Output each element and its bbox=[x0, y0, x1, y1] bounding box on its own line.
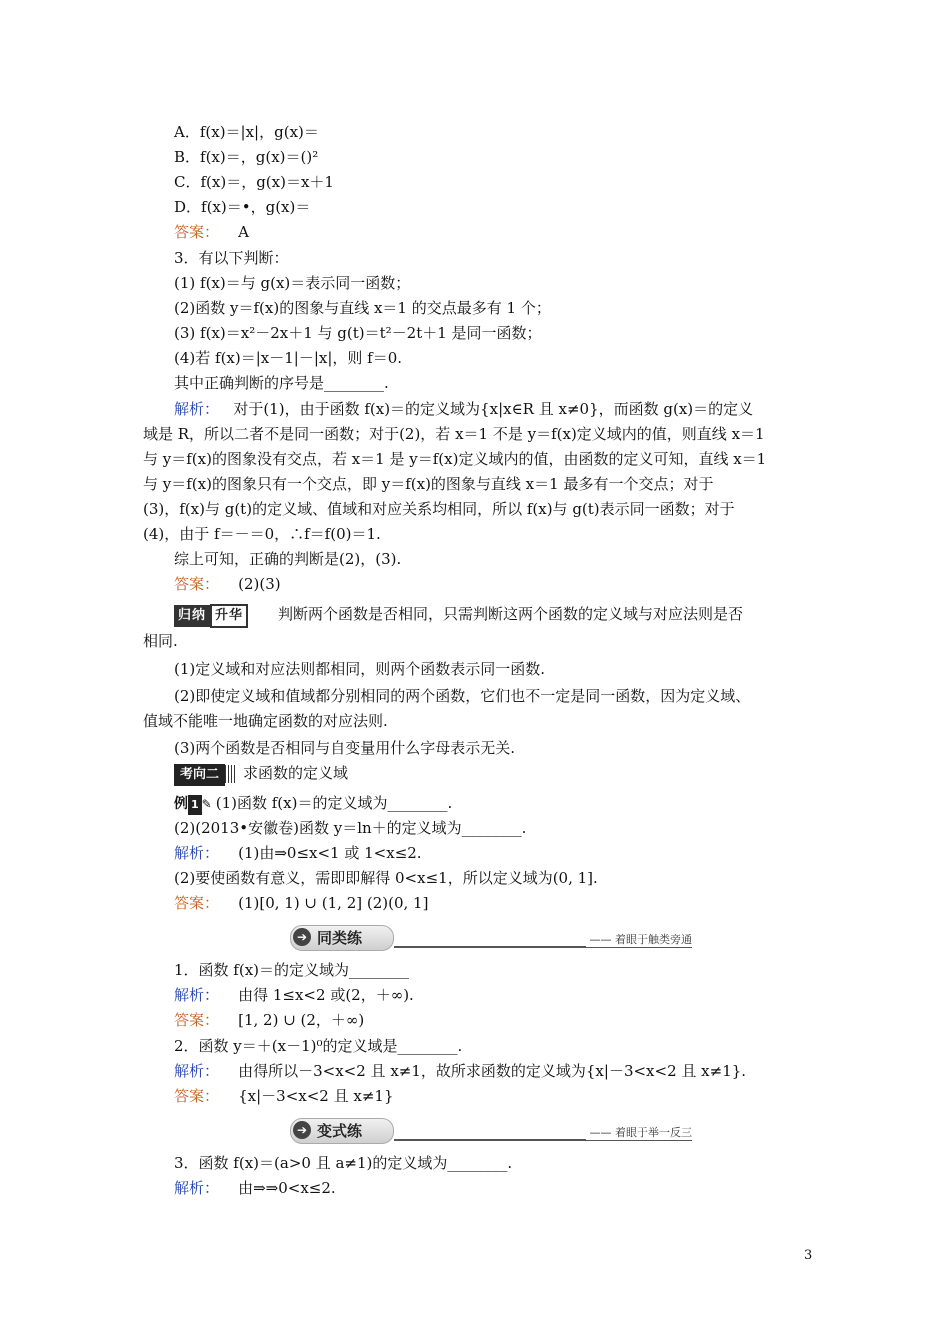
practice-3: 3．函数 f(x)＝(a>0 且 a≠1)的定义域为________. bbox=[174, 1154, 513, 1172]
k2-badge: 考向二 bbox=[174, 764, 225, 786]
arrow-icon: ➔ bbox=[293, 1121, 311, 1139]
section-variant bbox=[290, 1118, 692, 1144]
answer-label: 答案： bbox=[174, 223, 220, 241]
solution-line-6: (4)，由于 f＝－＝0，∴f＝f(0)＝1. bbox=[143, 525, 381, 543]
example-solution-1 bbox=[174, 843, 422, 863]
option-d: D．f(x)＝•，g(x)＝ bbox=[174, 198, 311, 216]
practice-1-answer bbox=[174, 1010, 364, 1030]
practice-1-solution bbox=[174, 985, 414, 1005]
answer-2 bbox=[174, 574, 281, 594]
solution-line-2: 域是 R，所以二者不是同一函数；对于(2)，若 x＝1 不是 y＝f(x)定义域内的值，则直线 x＝1 bbox=[143, 425, 765, 443]
summary-line-4: (2)即使定义域和值域都分别相同的两个函数，它们也不一定是同一函数，因为定义域、 bbox=[174, 687, 751, 705]
solution-text: (1)由⇒0≤x<1 或 1<x≤2. bbox=[238, 844, 422, 862]
summary-text: 判断两个函数是否相同，只需判断这两个函数的定义域与对应法则是否 bbox=[278, 605, 744, 623]
answer-value: (2)(3) bbox=[238, 575, 281, 593]
example-answer bbox=[174, 893, 428, 913]
option-b: B．f(x)＝，g(x)＝()² bbox=[174, 148, 319, 166]
arrow-icon: ➔ bbox=[293, 928, 311, 946]
answer-value: A bbox=[238, 223, 249, 241]
solution-line-4: 与 y＝f(x)的图象只有一个交点，即 y＝f(x)的图象与直线 x＝1 最多有一个交点；对于 bbox=[143, 475, 714, 493]
section-hint: —— 着眼于触类旁通 bbox=[586, 931, 693, 947]
example-label: 例 bbox=[174, 796, 188, 812]
solution-line-3: 与 y＝f(x)的图象没有交点，若 x＝1 是 y＝f(x)定义域内的值，由函数的定义可知，直线 x＝1 bbox=[143, 450, 767, 468]
question-3-item-3: (3) f(x)＝x²－2x＋1 与 g(t)＝t²－2t＋1 是同一函数； bbox=[174, 324, 542, 342]
bars-icon bbox=[225, 765, 237, 783]
question-3: 3．有以下判断： bbox=[174, 249, 289, 267]
solution-label: 解析： bbox=[174, 986, 220, 1004]
practice-1: 1．函数 f(x)＝的定义域为________ bbox=[174, 961, 410, 979]
solution-line-5: (3)，f(x)与 g(t)的定义域、值域和对应关系均相同，所以 f(x)与 g(t)表示同一函数；对于 bbox=[143, 500, 735, 518]
summary-badge: 归纳 升华 bbox=[174, 604, 248, 628]
page-number: 3 bbox=[804, 1248, 813, 1263]
answer-label: 答案： bbox=[174, 575, 220, 593]
example-text: (1)函数 f(x)＝的定义域为________. bbox=[215, 794, 453, 812]
solution-text: 由得所以－3<x<2 且 x≠1，故所求函数的定义域为{x|－3<x<2 且 x≠1}. bbox=[238, 1062, 747, 1080]
solution-text: 由⇒⇒0<x≤2. bbox=[238, 1179, 336, 1197]
solution-line-7: 综上可知，正确的判断是(2)，(3). bbox=[174, 550, 402, 568]
option-a: A．f(x)＝|x|，g(x)＝ bbox=[174, 123, 319, 141]
section-same-type bbox=[290, 925, 692, 951]
solution-label: 解析： bbox=[174, 400, 220, 418]
summary-line-5: 值域不能唯一地确定函数的对应法则. bbox=[143, 712, 388, 730]
answer-1 bbox=[174, 222, 249, 242]
section-title: 变式练 bbox=[317, 1122, 363, 1140]
practice-2-solution bbox=[174, 1061, 746, 1081]
answer-label: 答案： bbox=[174, 894, 220, 912]
answer-value: [1, 2) ∪ (2，＋∞) bbox=[238, 1011, 365, 1029]
solution-text: 对于(1)，由于函数 f(x)＝的定义域为{x|x∈R 且 x≠0}，而函数 g(x)＝的定义 bbox=[233, 400, 754, 418]
answer-value: {x|－3<x<2 且 x≠1} bbox=[238, 1087, 394, 1105]
practice-2-answer bbox=[174, 1086, 394, 1106]
practice-2: 2．函数 y＝＋(x－1)⁰的定义域是________. bbox=[174, 1037, 463, 1055]
example-solution-2: (2)要使函数有意义，需即即解得 0<x≤1，所以定义域为(0, 1]. bbox=[174, 869, 598, 887]
option-c: C．f(x)＝，g(x)＝x＋1 bbox=[174, 173, 334, 191]
solution-line-1 bbox=[174, 399, 753, 419]
example-line-1 bbox=[174, 793, 452, 815]
leaf-icon: ✎ bbox=[201, 797, 212, 811]
summary-line-6: (3)两个函数是否相同与自变量用什么字母表示无关. bbox=[174, 739, 516, 757]
example-number: 1 bbox=[188, 795, 202, 815]
solution-label: 解析： bbox=[174, 1179, 220, 1197]
section-heading-k2 bbox=[174, 763, 348, 786]
summary-line-1 bbox=[174, 604, 743, 628]
summary-line-3: (1)定义域和对应法则都相同，则两个函数表示同一函数. bbox=[174, 660, 546, 678]
section-title: 同类练 bbox=[317, 929, 363, 947]
answer-label: 答案： bbox=[174, 1011, 220, 1029]
solution-text: 由得 1≤x<2 或(2，＋∞). bbox=[238, 986, 414, 1004]
solution-label: 解析： bbox=[174, 1062, 220, 1080]
question-3-ask: 其中正确判断的序号是________. bbox=[174, 374, 389, 392]
answer-label: 答案： bbox=[174, 1087, 220, 1105]
question-3-item-1: (1) f(x)＝与 g(x)＝表示同一函数； bbox=[174, 274, 411, 292]
section-hint: —— 着眼于举一反三 bbox=[586, 1124, 693, 1140]
question-3-item-4: (4)若 f(x)＝|x－1|－|x|，则 f＝0. bbox=[174, 349, 403, 367]
k2-title: 求函数的定义域 bbox=[243, 764, 349, 782]
summary-line-2: 相同. bbox=[143, 632, 178, 650]
answer-value: (1)[0, 1) ∪ (1, 2] (2)(0, 1] bbox=[238, 894, 429, 912]
example-line-2: (2)(2013•安徽卷)函数 y＝ln＋的定义域为________. bbox=[174, 819, 527, 837]
practice-3-solution bbox=[174, 1178, 336, 1198]
solution-label: 解析： bbox=[174, 844, 220, 862]
question-3-item-2: (2)函数 y＝f(x)的图象与直线 x＝1 的交点最多有 1 个； bbox=[174, 299, 551, 317]
